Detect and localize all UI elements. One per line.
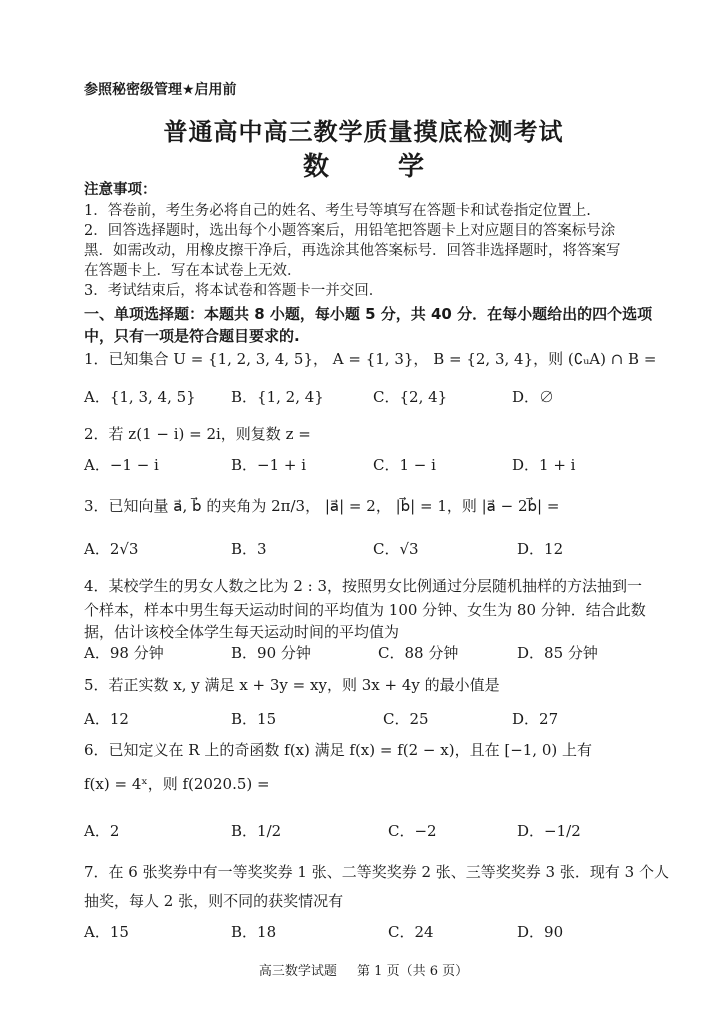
q6-option-c: C．−2 [388,822,437,840]
q2-option-a: A．−1 − i [84,456,159,474]
q4-option-c: C．88 分钟 [378,644,459,662]
question-6-line-1: 6．已知定义在 R 上的奇函数 f(x) 满足 f(x) = f(2 − x)，且在 [−1, 0) 上有 [84,741,593,759]
question-5: 5．若正实数 x, y 满足 x + 3y = xy，则 3x + 4y 的最小值是 [84,676,500,694]
q6-option-b: B．1/2 [231,822,282,840]
footer-subject: 高三数学试题 [258,964,337,979]
q3-option-a: A．2√3 [84,540,139,558]
q7-option-b: B．18 [231,923,277,941]
q5-option-c: C．25 [383,710,429,728]
section-heading-cont: 中，只有一项是符合题目要求的. [84,327,300,345]
q2-option-d: D．1 + i [512,456,576,474]
q4-option-b: B．90 分钟 [231,644,311,662]
note-line: 1．答卷前，考生务必将自己的姓名、考生号等填写在答题卡和试卷指定位置上. [84,203,591,219]
q4-option-d: D．85 分钟 [517,644,598,662]
q1-option-b: B．{1, 2, 4} [231,388,324,406]
question-4-line-3: 据，估计该校全体学生每天运动时间的平均值为 [84,623,400,641]
question-1: 1．已知集合 U = {1, 2, 3, 4, 5}， A = {1, 3}， B = {2, 3, 4}，则 (∁ᵤA) ∩ B = [84,350,657,368]
question-4-line-1: 4．某校学生的男女人数之比为 2 : 3，按照男女比例通过分层随机抽样的方法抽到一 [84,577,642,595]
question-7-line-1: 7．在 6 张奖券中有一等奖奖券 1 张、二等奖奖券 2 张、三等奖奖券 3 张．现有 3 个人 [84,863,669,881]
q1-option-c: C．{2, 4} [373,388,448,406]
question-3: 3．已知向量 a⃗, b⃗ 的夹角为 2π/3， |a⃗| = 2， |b⃗| = 1，则 |a⃗ − 2b⃗| = [84,497,560,515]
note-line: 3．考试结束后，将本试卷和答题卡一并交回． [84,283,384,299]
q6-option-d: D．−1/2 [517,822,581,840]
q3-option-c: C．√3 [373,540,419,558]
note-line: 在答题卡上．写在本试卷上无效． [84,263,302,279]
section-heading: 一、单项选择题：本题共 8 小题，每小题 5 分，共 40 分．在每小题给出的四个选项 [84,305,653,323]
q6-option-a: A．2 [84,822,120,840]
q3-option-b: B．3 [231,540,267,558]
notes-heading: 注意事项： [84,182,157,198]
secret-label: 参照秘密级管理★启用前 [84,82,237,98]
q1-option-d: D．∅ [512,388,555,406]
page-footer [0,964,727,980]
q1-option-a: A．{1, 3, 4, 5} [84,388,196,406]
note-line: 黑．如需改动，用橡皮擦干净后，再选涂其他答案标号．回答非选择题时，将答案写 [84,243,621,259]
question-6-line-2: f(x) = 4ˣ，则 f(2020.5) = [84,775,270,793]
q3-option-d: D．12 [517,540,564,558]
q7-option-a: A．15 [84,923,129,941]
q5-option-b: B．15 [231,710,277,728]
note-line: 2．回答选择题时，选出每个小题答案后，用铅笔把答题卡上对应题目的答案标号涂 [84,223,616,239]
footer-page-number: 第 1 页（共 6 页） [357,964,469,979]
q7-option-d: D．90 [517,923,564,941]
q5-option-d: D．27 [512,710,559,728]
question-7-line-2: 抽奖，每人 2 张，则不同的获奖情况有 [84,892,344,910]
subject-title: 数 学 [302,152,455,182]
q5-option-a: A．12 [84,710,129,728]
question-4-line-2: 个样本，样本中男生每天运动时间的平均值为 100 分钟、女生为 80 分钟．结合此数 [84,601,646,619]
q2-option-b: B．−1 + i [231,456,307,474]
q7-option-c: C．24 [388,923,434,941]
q2-option-c: C．1 − i [373,456,436,474]
exam-title: 普通高中高三教学质量摸底检测考试 [163,118,564,146]
question-2: 2．若 z(1 − i) = 2i，则复数 z = [84,425,311,443]
q4-option-a: A．98 分钟 [84,644,164,662]
